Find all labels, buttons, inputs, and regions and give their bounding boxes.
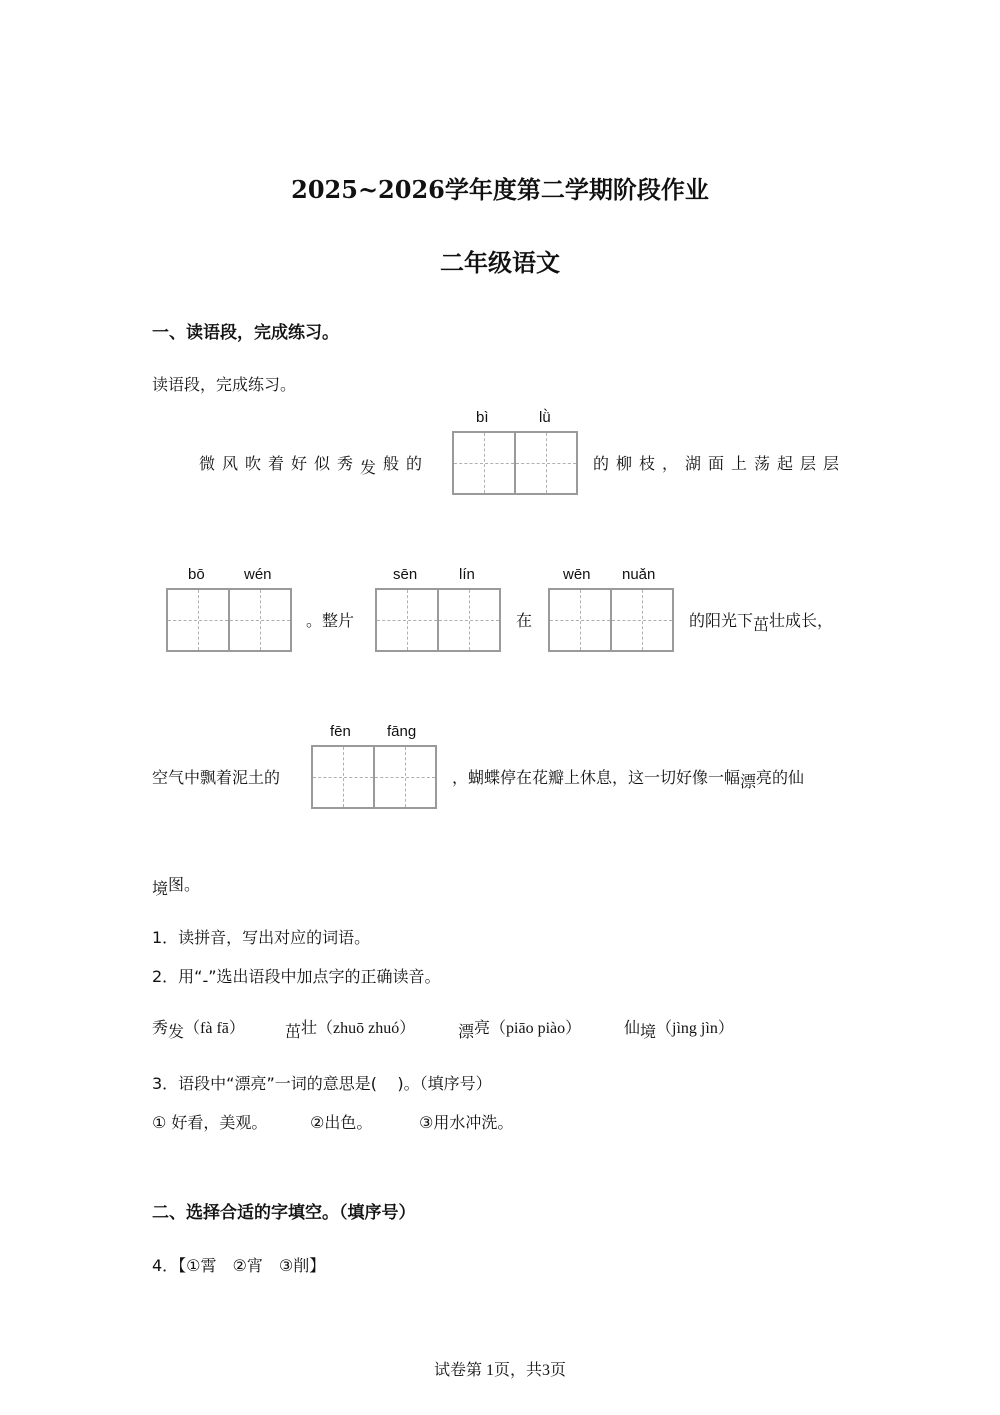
q3-option: ① 好看，美观。 bbox=[152, 1113, 268, 1132]
page-footer: 试卷第 1页，共3页 bbox=[433, 1362, 566, 1379]
question-4: 4．【①霄 ②宵 ③削】 bbox=[152, 1256, 326, 1275]
pinyin-label: bì bbox=[476, 409, 489, 426]
tianzige-box-wennuan[interactable] bbox=[548, 588, 674, 652]
dotted-char: 茁 bbox=[753, 615, 770, 634]
pinyin-label: lǜ bbox=[539, 409, 551, 426]
dotted-char: 漂 bbox=[740, 772, 757, 791]
tianzige-box-senlin[interactable] bbox=[375, 588, 501, 652]
passage-line1-c: 的柳枝，湖面上荡起层层 bbox=[593, 454, 847, 473]
tianzige-cell[interactable] bbox=[373, 745, 437, 809]
choice-item: 仙境（jìng jìn） bbox=[624, 1018, 734, 1041]
page-subtitle: 二年级语文 bbox=[440, 248, 560, 277]
tianzige-cell[interactable] bbox=[375, 588, 439, 652]
tianzige-cell[interactable] bbox=[610, 588, 674, 652]
pinyin-label: lín bbox=[459, 566, 475, 583]
pinyin-label: wén bbox=[244, 566, 272, 583]
page-title: 2025~2026学年度第二学期阶段作业 bbox=[291, 175, 709, 204]
tianzige-cell[interactable] bbox=[437, 588, 501, 652]
q3-option: ②出色。 bbox=[310, 1113, 373, 1132]
pinyin-label: sēn bbox=[393, 566, 418, 583]
passage-line2-b: 在 bbox=[516, 611, 533, 630]
tianzige-cell[interactable] bbox=[228, 588, 292, 652]
tianzige-cell[interactable] bbox=[166, 588, 230, 652]
tianzige-box-bowen[interactable] bbox=[166, 588, 292, 652]
question-2: 2．用“-”选出语段中加点字的正确读音。 bbox=[152, 967, 441, 990]
section-heading-1: 一、读语段，完成练习。 bbox=[152, 323, 339, 343]
tianzige-box-bilv[interactable] bbox=[452, 431, 578, 495]
passage-line2-a: 。整片 bbox=[306, 611, 355, 630]
passage-line4: 境图。 bbox=[152, 875, 201, 898]
pinyin-label: bō bbox=[188, 566, 205, 583]
pinyin-label: fēn bbox=[330, 723, 351, 740]
passage-line2-c: 的阳光下茁壮成长， bbox=[689, 611, 834, 634]
pinyin-label: wēn bbox=[563, 566, 591, 583]
q3-option: ③用水冲洗。 bbox=[419, 1113, 514, 1132]
tianzige-box-fenfang[interactable] bbox=[311, 745, 437, 809]
pinyin-label: fāng bbox=[387, 723, 417, 740]
choice-item: 茁壮（zhuō zhuó） bbox=[285, 1018, 416, 1041]
dotted-char: 发 bbox=[360, 458, 384, 477]
tianzige-cell[interactable] bbox=[452, 431, 516, 495]
tianzige-cell[interactable] bbox=[548, 588, 612, 652]
passage-line1-a: 微风吹着好似秀发般的 bbox=[199, 454, 430, 477]
choice-item: 秀发（fà fā） bbox=[152, 1018, 245, 1041]
tianzige-cell[interactable] bbox=[311, 745, 375, 809]
pinyin-label: nuǎn bbox=[622, 566, 656, 583]
tianzige-cell[interactable] bbox=[514, 431, 578, 495]
choice-item: 漂亮（piāo piào） bbox=[458, 1018, 582, 1041]
passage-line3-a: 空气中飘着泥土的 bbox=[152, 768, 281, 787]
dotted-char: 境 bbox=[152, 879, 169, 898]
section-heading-2: 二、选择合适的字填空。（填序号） bbox=[152, 1203, 416, 1223]
question-3: 3．语段中“漂亮”一词的意思是( )。（填序号） bbox=[152, 1074, 492, 1093]
question-1: 1．读拼音，写出对应的词语。 bbox=[152, 928, 371, 947]
section-intro: 读语段，完成练习。 bbox=[152, 375, 297, 394]
passage-line3-b: ，蝴蝶停在花瓣上休息，这一切好像一幅漂亮的仙 bbox=[452, 768, 805, 791]
dot-mark: - bbox=[202, 971, 209, 990]
